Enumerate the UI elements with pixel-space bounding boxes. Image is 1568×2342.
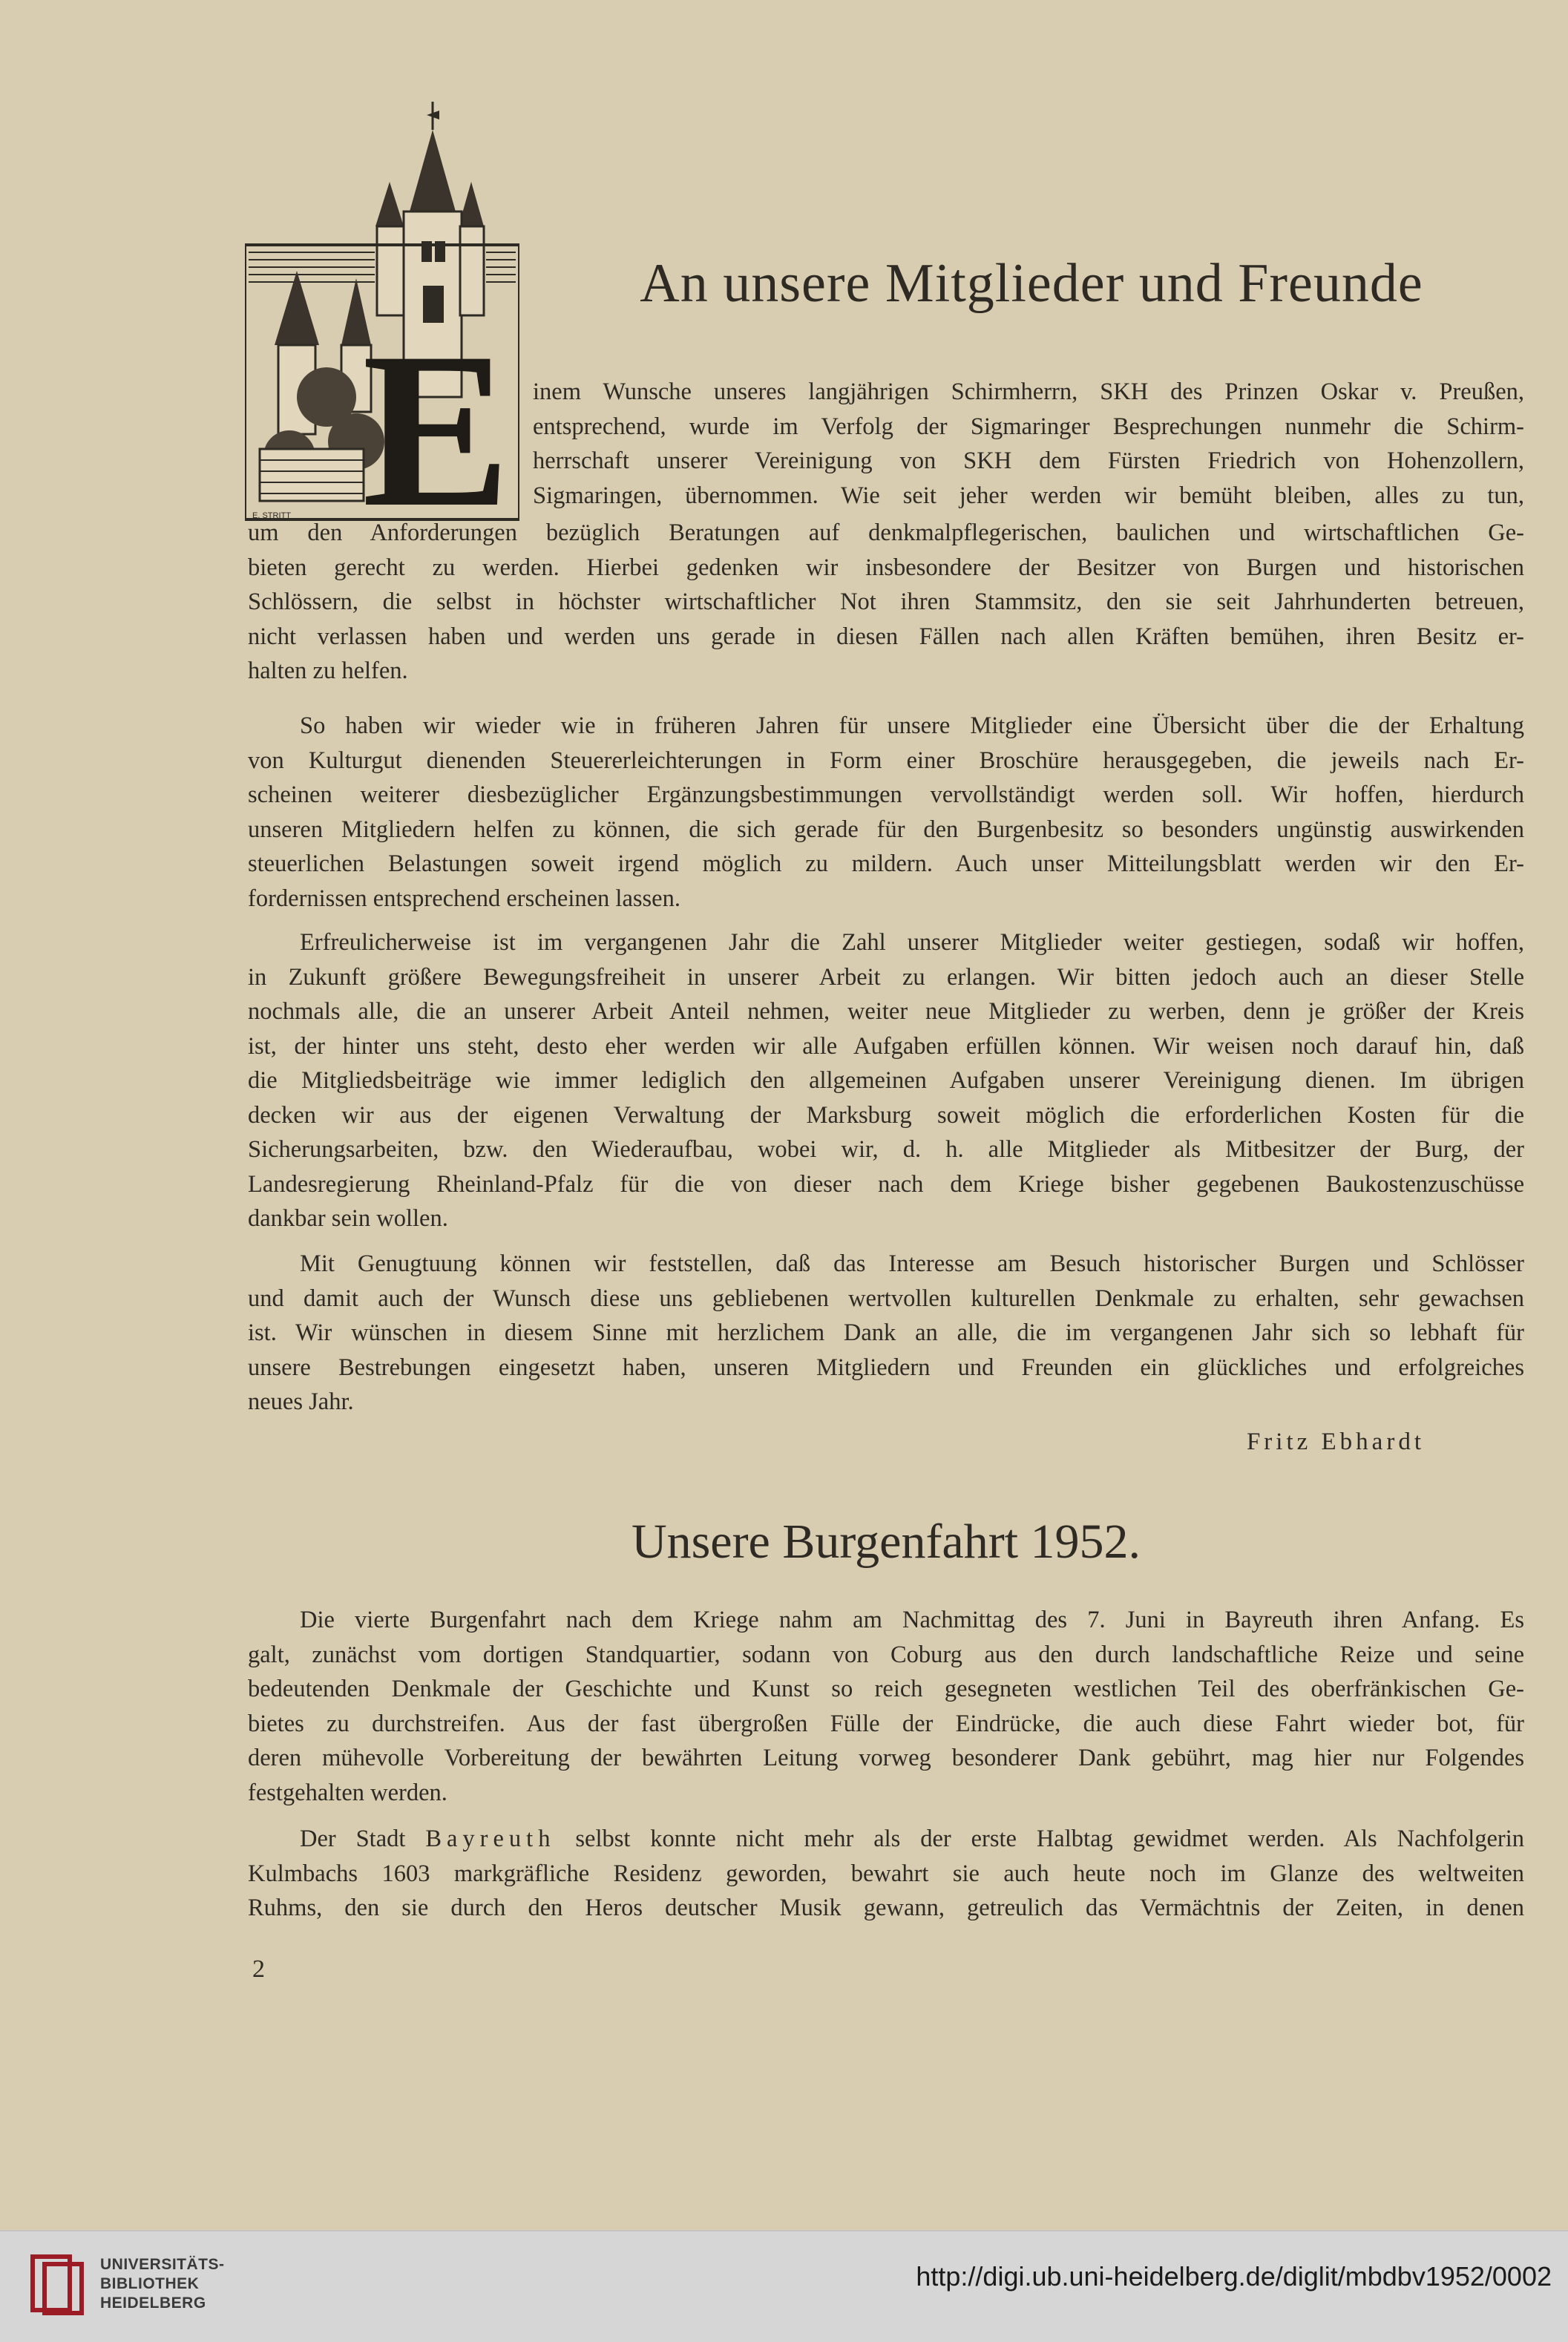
text-line: festgehalten werden.: [248, 1779, 447, 1806]
text-line: [248, 1822, 1524, 1857]
svg-text:E: E: [361, 306, 511, 523]
text-line: bieten gerecht zu werden. Hierbei gedenken wir insbesondere der Besitzer von Burgen und historischen: [248, 554, 1524, 581]
text-line: steuerlichen Belastungen soweit irgend möglich zu mildern. Auch unser Mitteilungsblatt werden wir den Er-: [248, 850, 1524, 877]
text-line: neues Jahr.: [248, 1388, 354, 1415]
text-line: Landesregierung Rheinland-Pfalz für die von dieser nach dem Kriege bisher gegebenen Baukostenzuschüsse: [248, 1170, 1524, 1198]
logo-line: BIBLIOTHEK: [100, 2275, 200, 2292]
text-line: decken wir aus der eigenen Verwaltung der Marksburg soweit möglich die erforderlichen Kosten für die: [248, 1101, 1524, 1129]
text-line: galt, zunächst vom dortigen Standquartier, sodann von Coburg aus den durch landschaftliche Reize und seine: [248, 1641, 1524, 1668]
text-line: bietes zu durchstreifen. Aus der fast übergroßen Fülle der Eindrücke, die auch diese Fahrt wieder bot, für: [248, 1710, 1524, 1737]
text-line: deren mühevolle Vorbereitung der bewährten Leitung vorweg besonderer Dank gebührt, mag hier nur Folgendes: [248, 1745, 1524, 1771]
text-line: unsere Bestrebungen eingesetzt haben, unseren Mitgliedern und Freunden ein glückliches und erfolgreiches: [248, 1354, 1524, 1381]
text-line: nochmals alle, die an unserer Arbeit Anteil nehmen, weiter neue Mitglieder zu werben, denn je größer der Kreis: [248, 998, 1524, 1025]
text-line: Kulmbachs 1603 markgräfliche Residenz geworden, bewahrt sie auch heute noch im Glanze des weltweiten: [248, 1860, 1524, 1887]
signature: Fritz Ebhardt: [1246, 1429, 1425, 1455]
text-line: und damit auch der Wunsch diese uns gebliebenen wertvollen kulturellen Denkmale zu erhalten, sehr gewachsen: [248, 1285, 1524, 1312]
text-line: Sicherungsarbeiten, bzw. den Wiederaufbau, wobei wir, d. h. alle Mitglieder als Mitbesitzer der Burg, der: [248, 1136, 1524, 1163]
text-line: Ruhms, den sie durch den Heros deutscher Musik gewann, getreulich das Vermächtnis der Zeiten, in denen: [248, 1895, 1524, 1921]
logo-line: UNIVERSITÄTS-: [100, 2256, 225, 2273]
paragraph-burgenfahrt-1: [248, 1603, 1524, 1810]
paragraph-4: [248, 1247, 1524, 1420]
text-line: Erfreulicherweise ist im vergangenen Jahr die Zahl unserer Mitglieder weiter gestiegen, sodaß wir hoffen,: [300, 929, 1524, 956]
article-title-mitglieder: An unsere Mitglieder und Freunde: [640, 253, 1423, 314]
permalink-url[interactable]: http://digi.ub.uni-heidelberg.de/diglit/mbdbv1952/0002: [916, 2261, 1552, 2292]
text-line: Sigmaringen, übernommen. Wie seit jeher werden wir bemüht bleiben, alles zu tun,: [533, 482, 1524, 509]
paragraph-1-indented: [533, 375, 1524, 513]
text-segment: Der Stadt: [300, 1826, 406, 1852]
text-line: Schlössern, die selbst in höchster wirtschaftlicher Not ihren Stammsitz, den sie seit Jahrhunderten betreuen,: [248, 588, 1524, 615]
text-line: Mit Genugtuung können wir feststellen, daß das Interesse am Besuch historischer Burgen und Schlösser: [300, 1250, 1524, 1277]
text-line: in Zukunft größere Bewegungsfreiheit in unserer Arbeit zu erlangen. Wir bitten jedoch auch an dieser Stelle: [248, 963, 1524, 991]
text-line: fordernissen entsprechend erscheinen lassen.: [248, 885, 680, 912]
university-library-logo-icon: [30, 2254, 89, 2318]
page-number: 2: [252, 1955, 265, 1983]
text-line: halten zu helfen.: [248, 657, 408, 684]
text-line: die Mitgliedsbeiträge wie immer lediglich den allgemeinen Aufgaben unserer Vereinigung dienen. Im übrigen: [248, 1067, 1524, 1094]
text-line: ist, der hinter uns steht, desto eher werden wir alle Aufgaben erfüllen können. Wir weisen noch darauf hin, daß: [248, 1032, 1524, 1060]
text-line: dankbar sein wollen.: [248, 1205, 448, 1232]
paragraph-2: [248, 709, 1524, 916]
text-line: ist. Wir wünschen in diesem Sinne mit herzlichem Dank an alle, die im vergangenen Jahr sich so lebhaft für: [248, 1319, 1524, 1346]
text-line: So haben wir wieder wie in früheren Jahren für unsere Mitglieder eine Übersicht über die der Erhaltung: [300, 712, 1524, 739]
text-line: herrschaft unserer Vereinigung von SKH dem Fürsten Friedrich von Hohenzollern,: [533, 447, 1524, 474]
library-footer-bar: [0, 2230, 1568, 2342]
paragraph-3: [248, 925, 1524, 1236]
library-logo-text: [100, 2255, 225, 2313]
paragraph-1-rest: [248, 516, 1524, 689]
logo-line: HEIDELBERG: [100, 2295, 206, 2312]
text-line: nicht verlassen haben und werden uns gerade in diesen Fällen nach allen Kräften bemühen, ihren Besitz er-: [248, 623, 1524, 650]
text-line: inem Wunsche unseres langjährigen Schirmherrn, SKH des Prinzen Oskar v. Preußen,: [533, 378, 1524, 405]
spaced-word-bayreuth: Bayreuth: [425, 1826, 556, 1852]
text-segment: selbst konnte nicht mehr als der erste Halbtag gewidmet werden. Als Nachfolgerin: [575, 1826, 1525, 1852]
artist-signature: E. STRITT: [252, 511, 291, 520]
text-line: entsprechend, wurde im Verfolg der Sigmaringer Besprechungen nunmehr die Schirm-: [533, 413, 1524, 440]
paragraph-burgenfahrt-2: [248, 1822, 1524, 1926]
text-line: um den Anforderungen bezüglich Beratungen auf denkmalpflegerischen, baulichen und wirtschaftlichen Ge-: [248, 519, 1524, 546]
text-line: von Kulturgut dienenden Steuererleichterungen in Form einer Broschüre herausgegeben, die jeweils nach Er-: [248, 747, 1524, 774]
text-line: Die vierte Burgenfahrt nach dem Kriege nahm am Nachmittag des 7. Juni in Bayreuth ihren Anfang. Es: [300, 1607, 1524, 1633]
text-line: unseren Mitgliedern helfen zu können, die sich gerade für den Burgenbesitz so besonders ungünstig auswirkenden: [248, 816, 1524, 843]
article-title-burgenfahrt: Unsere Burgenfahrt 1952.: [631, 1515, 1141, 1569]
decorated-initial-e-castle-illustration: [245, 100, 519, 523]
text-line: scheinen weiterer diesbezüglicher Ergänzungsbestimmungen vervollständigt werden soll. Wir hoffen, hierdurch: [248, 781, 1524, 808]
text-line: bedeutenden Denkmale der Geschichte und Kunst so reich gesegneten westlichen Teil des oberfränkischen Ge-: [248, 1676, 1524, 1702]
